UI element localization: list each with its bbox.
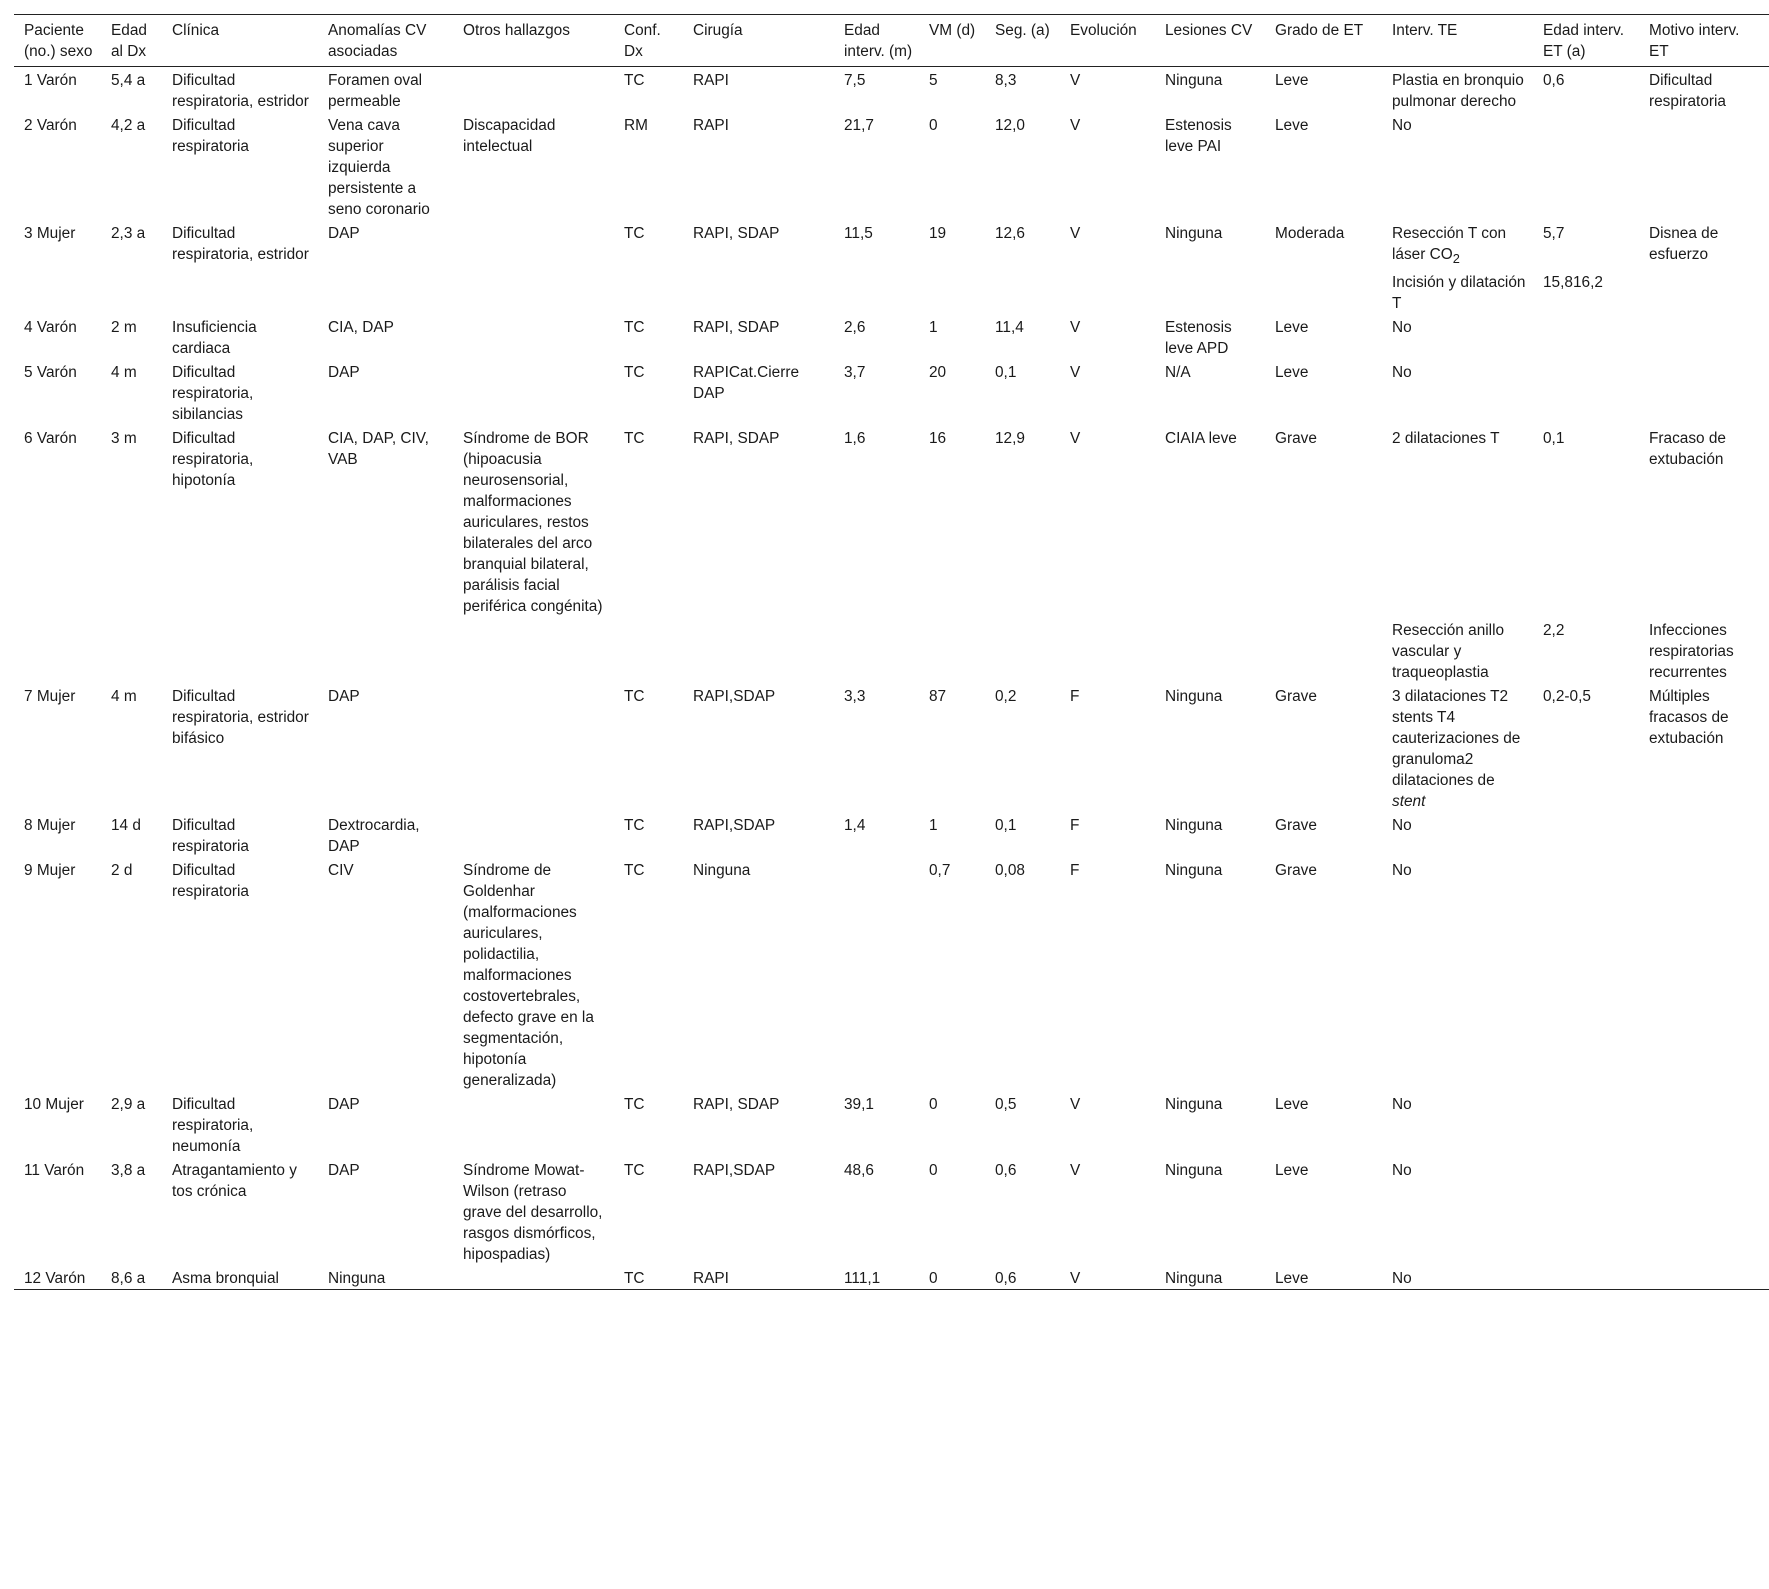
cell-tm-grade: Leve	[1275, 1096, 1309, 1114]
cell-dx-confirmation: TC	[624, 319, 645, 337]
cell-age-at-dx: 14 d	[111, 817, 141, 835]
cell-clinical: Dificultad respiratoria, hipotonía	[172, 430, 254, 490]
cell-tm-intervention-reason	[1639, 359, 1769, 425]
cell-clinical: Dificultad respiratoria	[172, 862, 249, 901]
cell-tm-intervention-reason	[1639, 1091, 1769, 1157]
cell-tm-intervention: Resección anillo vascular y traqueoplastia	[1392, 622, 1505, 682]
cell-tm-intervention: No	[1392, 117, 1412, 134]
table-row	[14, 269, 1769, 314]
cell-cv-anomalies: Vena cava superior izquierda persistente a seno coronario	[328, 117, 430, 218]
table-row	[14, 1265, 1769, 1290]
cell-age-at-dx	[101, 269, 162, 314]
cell-surgery-age: 111,1	[844, 1270, 881, 1288]
cell-tm-grade: Leve	[1275, 364, 1309, 382]
cell-cv-lesions: Ninguna	[1165, 862, 1223, 880]
cell-tm-intervention: No	[1392, 364, 1412, 382]
cell-surgery-age: 3,7	[844, 364, 866, 382]
cell-clinical: Dificultad respiratoria, estridor	[172, 72, 309, 110]
cell-surgery: RAPI, SDAP	[693, 430, 780, 448]
cell-surgery: RAPI,SDAP	[693, 688, 776, 706]
cell-other-findings: Síndrome de Goldenhar (malformaciones auriculares, polidactilia, malformaciones costovertebrales, defecto grave en la segmentación, hipotonía generalizada)	[463, 862, 594, 1090]
cell-surgery: RAPI	[693, 117, 729, 134]
cell-outcome: V	[1070, 430, 1081, 448]
cell-tm-intervention	[1382, 220, 1533, 269]
table-row	[14, 857, 1769, 1091]
cell-dx-confirmation: TC	[624, 225, 645, 242]
cell-outcome: V	[1070, 225, 1081, 242]
cell-other-findings: Discapacidad intelectual	[463, 117, 556, 155]
cell-other-findings	[453, 220, 614, 269]
cell-followup: 12,9	[995, 430, 1025, 448]
cell-age-at-dx: 2 m	[111, 319, 137, 337]
cell-cv-anomalies: CIA, DAP, CIV, VAB	[328, 430, 429, 469]
cell-mv-days	[919, 269, 985, 314]
cell-clinical: Insuficiencia cardiaca	[172, 319, 257, 358]
cell-tm-intervention: No	[1392, 319, 1412, 337]
cell-tm-intervention-reason: Múltiples fracasos de extubación	[1649, 688, 1729, 748]
cell-tm-intervention: No	[1392, 817, 1412, 835]
col-header-surgery-age: Edad interv. (m)	[844, 22, 913, 60]
col-header-patient-sex: Paciente (no.) sexo	[24, 22, 93, 60]
cell-clinical: Asma bronquial	[172, 1270, 279, 1288]
cell-cv-anomalies	[318, 269, 453, 314]
cell-cv-lesions: Ninguna	[1165, 817, 1223, 835]
col-header-cv-lesions: Lesiones CV	[1165, 22, 1253, 39]
cell-cv-lesions: Ninguna	[1165, 225, 1223, 242]
cell-age-at-dx: 4 m	[111, 688, 137, 706]
cell-outcome: V	[1070, 1162, 1081, 1180]
header-row	[14, 15, 1769, 67]
cell-followup: 0,08	[995, 862, 1025, 880]
cell-cv-lesions	[1155, 269, 1265, 314]
cell-followup: 0,2	[995, 688, 1017, 706]
cell-surgery-age: 48,6	[844, 1162, 874, 1180]
cell-cv-anomalies: DAP	[328, 688, 360, 706]
cell-followup: 0,1	[995, 817, 1017, 835]
cell-surgery-age: 21,7	[844, 117, 874, 134]
cell-dx-confirmation: TC	[624, 1162, 645, 1180]
cell-surgery	[683, 617, 834, 683]
table-body	[14, 67, 1769, 1290]
cell-patient-sex: 3 Mujer	[24, 225, 76, 242]
col-header-outcome: Evolución	[1070, 22, 1137, 39]
col-header-other-findings: Otros hallazgos	[463, 22, 570, 39]
cell-cv-lesions	[1155, 617, 1265, 683]
cell-patient-sex: 11 Varón	[24, 1162, 85, 1180]
cell-surgery-age	[834, 269, 919, 314]
cell-other-findings	[453, 359, 614, 425]
cell-clinical: Dificultad respiratoria, sibilancias	[172, 364, 254, 424]
cell-followup: 0,5	[995, 1096, 1017, 1114]
cell-mv-days: 0	[929, 1270, 938, 1288]
cell-tm-intervention-reason	[1639, 112, 1769, 220]
cell-mv-days: 1	[929, 817, 938, 835]
cell-cv-anomalies: CIA, DAP	[328, 319, 394, 337]
cell-tm-grade: Grave	[1275, 817, 1317, 835]
cell-outcome: V	[1070, 117, 1081, 134]
cell-tm-grade: Grave	[1275, 862, 1317, 880]
table-row	[14, 1157, 1769, 1265]
cell-mv-days: 0	[929, 117, 938, 134]
cell-surgery: RAPI, SDAP	[693, 225, 780, 242]
col-header-surgery: Cirugía	[693, 22, 743, 39]
cell-tm-grade	[1265, 269, 1382, 314]
cell-cv-lesions: Estenosis leve PAI	[1165, 117, 1232, 155]
cell-dx-confirmation: TC	[624, 688, 645, 706]
cell-cv-anomalies: DAP	[328, 1162, 360, 1180]
col-header-tm-grade: Grado de ET	[1275, 22, 1364, 39]
cell-tm-intervention-reason	[1639, 857, 1769, 1091]
cell-followup	[985, 617, 1060, 683]
cell-outcome: F	[1070, 862, 1080, 880]
cell-followup: 11,4	[995, 319, 1024, 337]
cell-text: Resección T con láser CO	[1392, 225, 1507, 263]
cell-surgery: RAPI, SDAP	[693, 1096, 780, 1114]
cell-patient-sex: 5 Varón	[24, 364, 77, 382]
col-header-followup: Seg. (a)	[995, 22, 1050, 39]
cell-tm-intervention-age: 0,1	[1543, 430, 1565, 448]
table-row	[14, 112, 1769, 220]
cell-clinical: Dificultad respiratoria	[172, 817, 249, 856]
cell-dx-confirmation: TC	[624, 430, 645, 448]
cell-other-findings	[453, 812, 614, 857]
cell-clinical: Dificultad respiratoria	[172, 117, 249, 155]
cell-mv-days: 0	[929, 1096, 938, 1114]
cell-tm-intervention-reason: Infecciones respiratorias recurrentes	[1649, 622, 1734, 682]
cell-other-findings	[453, 1265, 614, 1290]
cell-clinical	[162, 617, 318, 683]
cell-tm-intervention-age	[1533, 1091, 1639, 1157]
cell-dx-confirmation: TC	[624, 817, 645, 835]
cell-age-at-dx	[101, 617, 162, 683]
cell-tm-intervention: Plastia en bronquio pulmonar derecho	[1392, 72, 1524, 110]
cell-surgery: RAPI	[693, 1270, 729, 1288]
cell-clinical: Dificultad respiratoria, estridor bifásico	[172, 688, 309, 748]
table-row	[14, 314, 1769, 359]
cell-tm-grade	[1265, 617, 1382, 683]
cell-patient-sex: 9 Mujer	[24, 862, 76, 880]
cell-outcome: V	[1070, 1096, 1081, 1114]
cell-mv-days: 87	[929, 688, 947, 706]
cell-outcome	[1060, 269, 1155, 314]
cell-other-findings	[453, 269, 614, 314]
table-header	[14, 15, 1769, 67]
cell-tm-grade: Leve	[1275, 72, 1309, 89]
cell-clinical: Dificultad respiratoria, estridor	[172, 225, 309, 263]
cell-outcome	[1060, 617, 1155, 683]
cell-cv-anomalies	[318, 617, 453, 683]
cell-patient-sex: 12 Varón	[24, 1270, 86, 1288]
cell-patient-sex: 8 Mujer	[24, 817, 76, 835]
col-header-age-at-dx: Edad al Dx	[111, 22, 147, 60]
table-row	[14, 1091, 1769, 1157]
cell-cv-lesions: Ninguna	[1165, 1270, 1223, 1288]
cell-cv-anomalies: CIV	[328, 862, 354, 880]
cell-other-findings: Síndrome Mowat-Wilson (retraso grave del desarrollo, rasgos dismórficos, hipospadias)	[463, 1162, 603, 1264]
cell-other-findings	[453, 683, 614, 812]
cell-followup: 12,0	[995, 117, 1025, 134]
cell-tm-intervention	[1382, 683, 1533, 812]
cell-mv-days: 0	[929, 1162, 938, 1180]
cell-tm-grade: Leve	[1275, 319, 1309, 337]
cell-surgery: RAPI,SDAP	[693, 1162, 776, 1180]
cell-patient-sex	[14, 269, 101, 314]
cell-other-findings	[453, 617, 614, 683]
cell-cv-anomalies: DAP	[328, 1096, 360, 1114]
col-header-tm-intervention-reason: Motivo interv. ET	[1649, 22, 1740, 60]
cell-age-at-dx: 3 m	[111, 430, 137, 448]
cell-outcome: V	[1070, 364, 1081, 382]
cell-age-at-dx: 2,3 a	[111, 225, 146, 242]
cell-clinical: Dificultad respiratoria, neumonía	[172, 1096, 254, 1156]
cell-outcome: V	[1070, 1270, 1081, 1288]
cell-surgery-age: 1,6	[844, 430, 866, 448]
table-row	[14, 220, 1769, 269]
cell-mv-days: 1	[929, 319, 938, 337]
cell-surgery: Ninguna	[693, 862, 751, 880]
cell-tm-intervention-reason	[1639, 1157, 1769, 1265]
cell-tm-intervention-age	[1533, 812, 1639, 857]
cell-followup: 8,3	[995, 72, 1017, 89]
cell-other-findings: Síndrome de BOR (hipoacusia neurosensorial, malformaciones auriculares, restos bilaterales del arco branquial bilateral, parálisis facial periférica congénita)	[463, 430, 603, 616]
cell-dx-confirmation: TC	[624, 72, 645, 89]
cell-tm-grade: Leve	[1275, 1270, 1309, 1288]
cell-age-at-dx: 8,6 a	[111, 1270, 146, 1288]
cell-text: 3 dilataciones T2 stents T4 cauterizaciones de granuloma2 dilataciones de	[1392, 688, 1521, 790]
cell-other-findings	[453, 314, 614, 359]
cell-cv-lesions: Ninguna	[1165, 72, 1223, 89]
col-header-tm-intervention-age: Edad interv. ET (a)	[1543, 22, 1624, 60]
cell-age-at-dx: 4 m	[111, 364, 137, 382]
cell-cv-anomalies: Ninguna	[328, 1270, 386, 1288]
table-row	[14, 617, 1769, 683]
cell-dx-confirmation: TC	[624, 1096, 645, 1114]
cell-tm-intervention: No	[1392, 1270, 1412, 1288]
cell-clinical	[162, 269, 318, 314]
cell-surgery-age: 1,4	[844, 817, 866, 835]
cell-surgery: RAPICat.Cierre DAP	[693, 364, 800, 403]
cell-surgery-age: 39,1	[844, 1096, 874, 1114]
cell-age-at-dx: 5,4 a	[111, 72, 146, 89]
italic-text: stent	[1392, 793, 1426, 811]
cell-cv-anomalies: DAP	[328, 225, 360, 242]
cell-outcome: V	[1070, 72, 1081, 89]
cell-other-findings	[453, 1091, 614, 1157]
cell-tm-grade: Leve	[1275, 117, 1309, 134]
cell-mv-days: 20	[929, 364, 947, 382]
cell-tm-intervention-reason: Dificultad respiratoria	[1649, 72, 1726, 110]
cell-age-at-dx: 4,2 a	[111, 117, 146, 134]
cell-followup	[985, 269, 1060, 314]
cell-mv-days: 19	[929, 225, 947, 242]
cell-mv-days	[919, 617, 985, 683]
cell-tm-intervention-age	[1533, 112, 1639, 220]
cell-patient-sex	[14, 617, 101, 683]
cell-cv-lesions: CIAIA leve	[1165, 430, 1237, 448]
cell-followup: 0,6	[995, 1162, 1017, 1180]
cell-cv-lesions: Ninguna	[1165, 1162, 1223, 1180]
col-header-mv-days: VM (d)	[929, 22, 976, 39]
cell-tm-intervention-reason	[1639, 812, 1769, 857]
cell-surgery: RAPI,SDAP	[693, 817, 776, 835]
patients-table	[14, 14, 1769, 1290]
cell-dx-confirmation: RM	[624, 117, 648, 134]
col-header-tm-intervention: Interv. TE	[1392, 22, 1458, 39]
table-row	[14, 812, 1769, 857]
cell-cv-anomalies: Foramen oval permeable	[328, 72, 423, 110]
cell-cv-lesions: N/A	[1165, 364, 1191, 382]
cell-surgery-age: 3,3	[844, 688, 866, 706]
cell-tm-intervention-age: 0,6	[1543, 72, 1565, 89]
cell-surgery-age	[834, 617, 919, 683]
cell-tm-intervention: Incisión y dilatación T	[1392, 274, 1526, 313]
cell-cv-lesions: Ninguna	[1165, 1096, 1223, 1114]
cell-patient-sex: 1 Varón	[24, 72, 77, 89]
cell-outcome: F	[1070, 688, 1080, 706]
cell-patient-sex: 7 Mujer	[24, 688, 76, 706]
cell-tm-intervention: 2 dilataciones T	[1392, 430, 1500, 448]
cell-tm-intervention-age: 0,2-0,5	[1543, 688, 1591, 706]
table-row	[14, 67, 1769, 113]
cell-tm-intervention: No	[1392, 1162, 1412, 1180]
cell-surgery-age: 2,6	[844, 319, 866, 337]
cell-dx-confirmation	[614, 269, 683, 314]
cell-surgery: RAPI, SDAP	[693, 319, 780, 337]
cell-tm-intervention-reason: Disnea de esfuerzo	[1649, 225, 1719, 263]
col-header-clinical: Clínica	[172, 22, 220, 39]
cell-surgery	[683, 269, 834, 314]
cell-age-at-dx: 3,8 a	[111, 1162, 146, 1180]
cell-followup: 0,1	[995, 364, 1017, 382]
col-header-cv-anomalies: Anomalías CV asociadas	[328, 22, 427, 60]
cell-patient-sex: 2 Varón	[24, 117, 77, 134]
cell-age-at-dx: 2,9 a	[111, 1096, 146, 1114]
cell-other-findings	[453, 67, 614, 113]
cell-surgery-age: 11,5	[844, 225, 873, 242]
cell-tm-intervention-age	[1533, 314, 1639, 359]
cell-followup: 0,6	[995, 1270, 1017, 1288]
cell-cv-lesions: Estenosis leve APD	[1165, 319, 1232, 358]
cell-tm-intervention-age: 15,816,2	[1543, 274, 1603, 292]
cell-tm-intervention-age: 2,2	[1543, 622, 1565, 640]
cell-tm-intervention-reason: Fracaso de extubación	[1649, 430, 1726, 469]
table-row	[14, 359, 1769, 425]
cell-tm-grade: Leve	[1275, 1162, 1309, 1180]
cell-cv-anomalies: Dextrocardia, DAP	[328, 817, 420, 856]
cell-cv-anomalies: DAP	[328, 364, 360, 382]
table-row	[14, 425, 1769, 617]
cell-patient-sex: 4 Varón	[24, 319, 77, 337]
cell-followup: 12,6	[995, 225, 1025, 242]
cell-mv-days: 0,7	[929, 862, 951, 880]
cell-patient-sex: 6 Varón	[24, 430, 77, 448]
cell-tm-grade: Grave	[1275, 430, 1317, 448]
cell-patient-sex: 10 Mujer	[24, 1096, 84, 1114]
cell-dx-confirmation: TC	[624, 1270, 645, 1288]
cell-tm-intervention: No	[1392, 1096, 1412, 1114]
cell-tm-grade: Grave	[1275, 688, 1317, 706]
cell-mv-days: 16	[929, 430, 947, 448]
cell-surgery: RAPI	[693, 72, 729, 89]
cell-mv-days: 5	[929, 72, 938, 89]
cell-tm-intervention: No	[1392, 862, 1412, 880]
cell-tm-intervention-age	[1533, 1157, 1639, 1265]
cell-tm-grade: Moderada	[1275, 225, 1345, 242]
cell-tm-intervention-reason	[1639, 314, 1769, 359]
cell-tm-intervention-reason	[1639, 269, 1769, 314]
cell-age-at-dx: 2 d	[111, 862, 133, 880]
col-header-dx-confirmation: Conf. Dx	[624, 22, 661, 60]
cell-outcome: F	[1070, 817, 1080, 835]
cell-dx-confirmation: TC	[624, 364, 645, 382]
cell-tm-intervention-age	[1533, 857, 1639, 1091]
cell-tm-intervention-age: 5,7	[1543, 225, 1565, 242]
cell-tm-intervention-age	[1533, 1265, 1639, 1290]
cell-dx-confirmation: TC	[624, 862, 645, 880]
table-row	[14, 683, 1769, 812]
cell-outcome: V	[1070, 319, 1081, 337]
cell-cv-lesions: Ninguna	[1165, 688, 1223, 706]
cell-surgery-age	[834, 857, 919, 1091]
cell-dx-confirmation	[614, 617, 683, 683]
cell-surgery-age: 7,5	[844, 72, 866, 89]
cell-tm-intervention-reason	[1639, 1265, 1769, 1290]
cell-tm-intervention-age	[1533, 359, 1639, 425]
subscript: 2	[1452, 251, 1460, 267]
cell-clinical: Atragantamiento y tos crónica	[172, 1162, 297, 1201]
